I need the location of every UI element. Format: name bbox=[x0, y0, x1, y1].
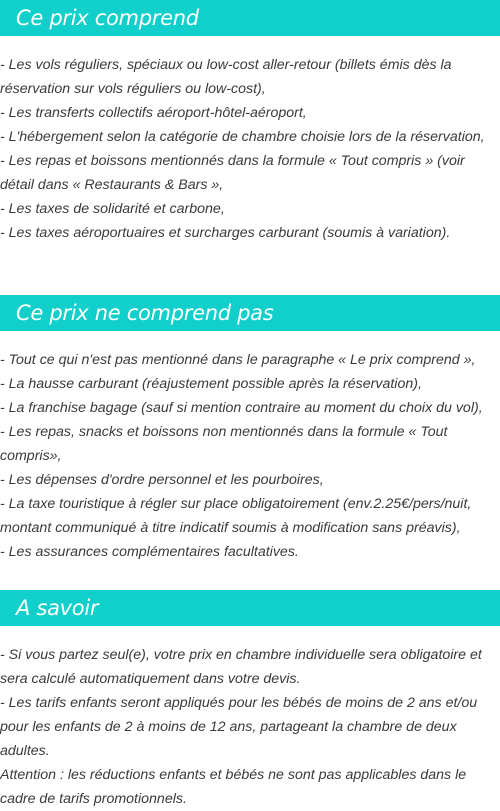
list-item: - L'hébergement selon la catégorie de chambre choisie lors de la réservation, bbox=[0, 129, 485, 145]
list-item: Attention : les réductions enfants et bébés ne sont pas applicables dans le cadre de tarifs promotionnels. bbox=[0, 767, 467, 807]
section-title: Ce prix comprend bbox=[16, 6, 199, 30]
info-list bbox=[0, 626, 500, 811]
excludes-list bbox=[0, 331, 500, 564]
list-item: - Tout ce qui n'est pas mentionné dans le paragraphe « Le prix comprend », bbox=[0, 352, 476, 368]
list-item: - La hausse carburant (réajustement possible après la réservation), bbox=[0, 376, 422, 392]
list-item: - Les transferts collectifs aéroport-hôtel-aéroport, bbox=[0, 105, 307, 121]
section-header bbox=[0, 590, 500, 626]
list-item: - La franchise bagage (sauf si mention contraire au moment du choix du vol), bbox=[0, 400, 483, 416]
list-item: - Les repas et boissons mentionnés dans la formule « Tout compris » (voir détail dans « Restaurants & Bars », bbox=[0, 153, 465, 193]
list-item: - Les dépenses d'ordre personnel et les pourboires, bbox=[0, 472, 324, 488]
list-item: - Les taxes de solidarité et carbone, bbox=[0, 201, 225, 217]
section-good-to-know bbox=[0, 590, 500, 811]
section-title: A savoir bbox=[16, 596, 99, 620]
section-price-includes bbox=[0, 0, 500, 245]
section-header bbox=[0, 295, 500, 331]
list-item: - Les taxes aéroportuaires et surcharges carburant (soumis à variation). bbox=[0, 225, 451, 241]
list-item: - La taxe touristique à régler sur place obligatoirement (env.2.25€/pers/nuit, montant communiqué à titre indicatif soumis à modification sans préavis), bbox=[0, 496, 472, 536]
list-item: - Les assurances complémentaires facultatives. bbox=[0, 544, 299, 560]
list-item: - Les vols réguliers, spéciaux ou low-cost aller-retour (billets émis dès la réservation sur vols réguliers ou low-cost), bbox=[0, 57, 452, 97]
section-header bbox=[0, 0, 500, 36]
list-item: - Si vous partez seul(e), votre prix en chambre individuelle sera obligatoire et sera calculé automatiquement dans votre devis. bbox=[0, 647, 482, 687]
section-title: Ce prix ne comprend pas bbox=[16, 301, 274, 325]
section-price-excludes bbox=[0, 295, 500, 564]
list-item: - Les tarifs enfants seront appliqués pour les bébés de moins de 2 ans et/ou pour les enfants de 2 à moins de 12 ans, partageant la chambre de deux adultes. bbox=[0, 695, 478, 759]
list-item: - Les repas, snacks et boissons non mentionnés dans la formule « Tout compris», bbox=[0, 424, 448, 464]
includes-list bbox=[0, 36, 500, 245]
